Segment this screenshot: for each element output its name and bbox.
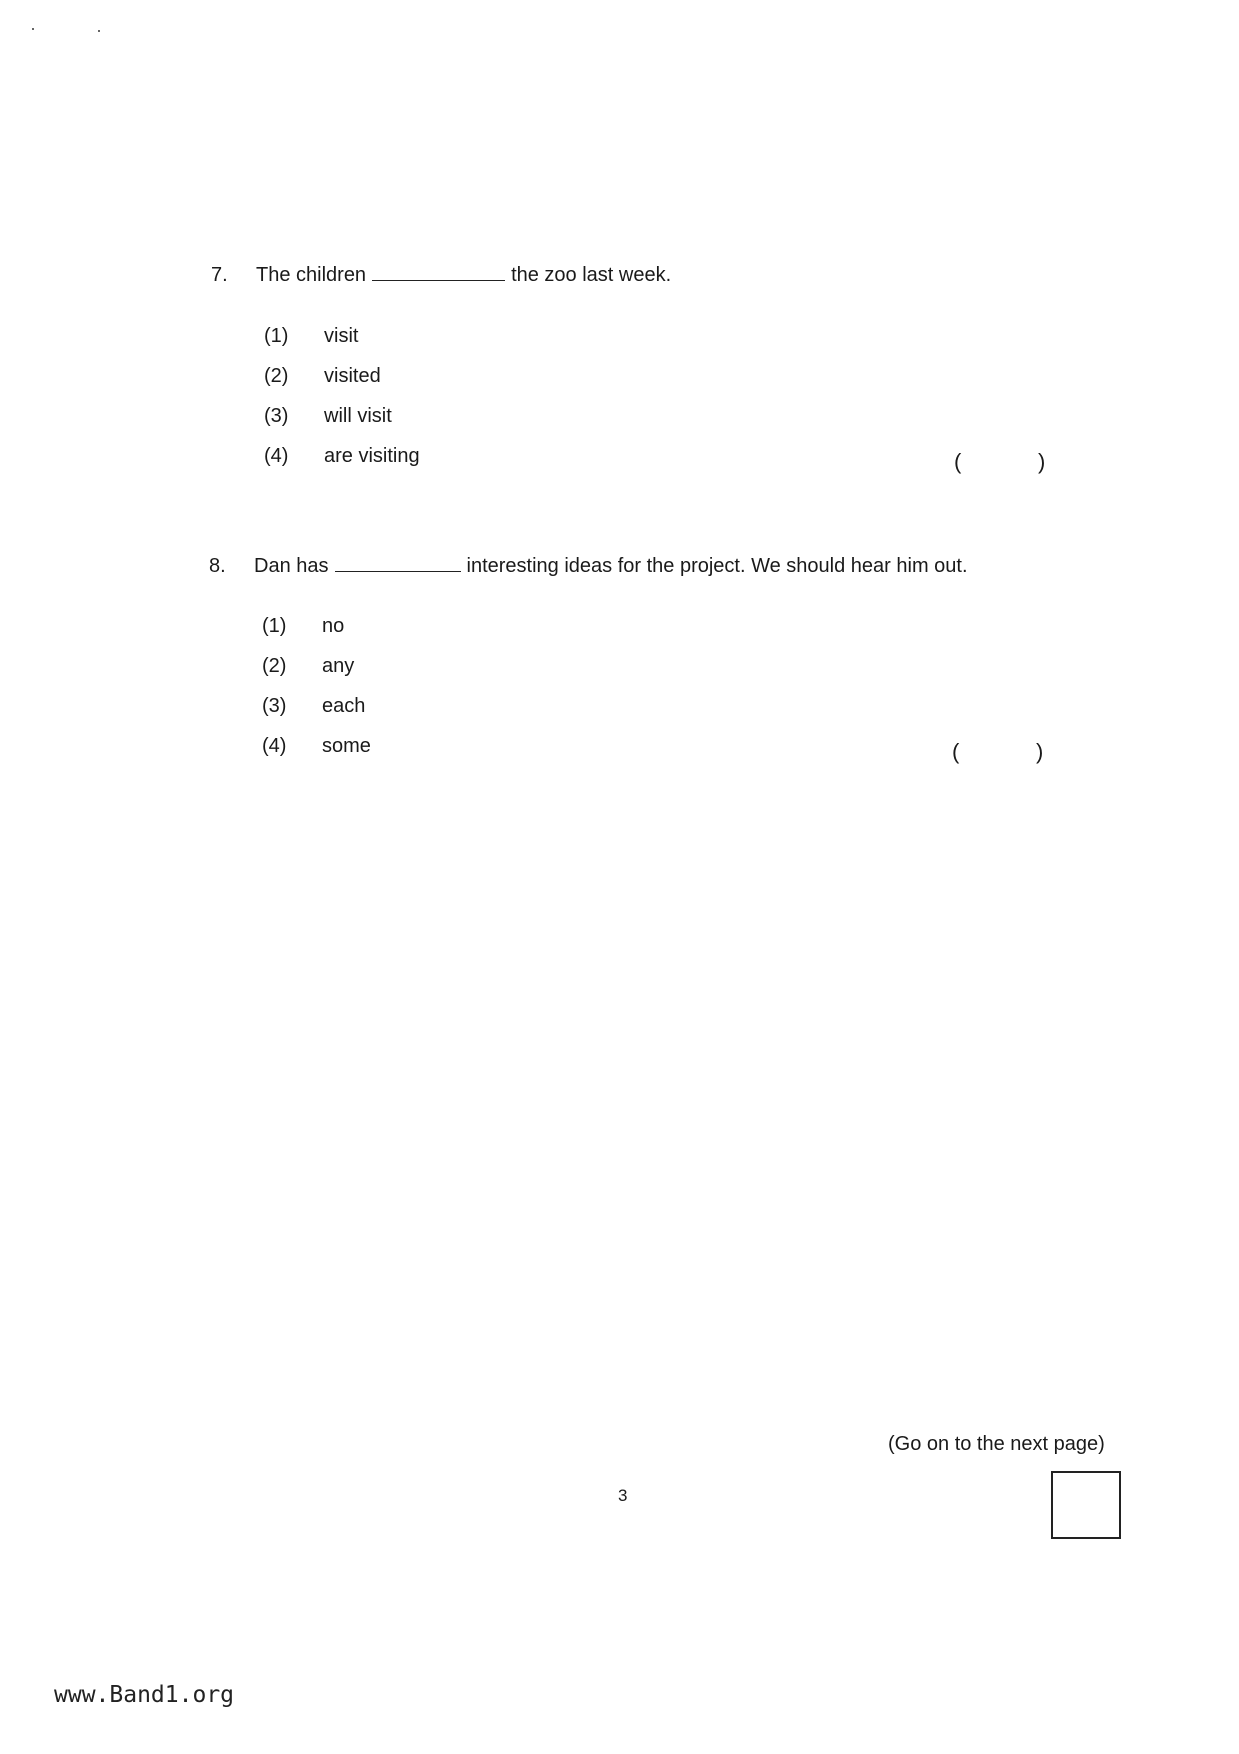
scan-speck bbox=[32, 28, 34, 30]
option-number: (1) bbox=[262, 615, 287, 637]
watermark: www.Band1.org bbox=[54, 1682, 235, 1708]
answer-bracket-open: ( bbox=[952, 739, 960, 764]
option-number: (3) bbox=[262, 695, 287, 717]
stem-before: Dan has bbox=[254, 555, 329, 577]
option-number: (3) bbox=[264, 405, 289, 427]
stem-after: interesting ideas for the project. We should hear him out. bbox=[466, 555, 968, 577]
option-text: are visiting bbox=[324, 445, 420, 467]
answer-bracket-close: ) bbox=[1038, 449, 1046, 474]
answer-bracket-open: ( bbox=[954, 449, 962, 474]
question-stem bbox=[254, 555, 968, 578]
page-number: 3 bbox=[618, 1486, 628, 1505]
option-text: visited bbox=[324, 365, 381, 387]
option-text: any bbox=[322, 655, 355, 677]
option-number: (1) bbox=[264, 325, 289, 347]
answer-bracket-close: ) bbox=[1036, 739, 1044, 764]
option-text: visit bbox=[324, 325, 359, 347]
option-number: (2) bbox=[264, 365, 289, 387]
stem-after: the zoo last week. bbox=[511, 264, 672, 286]
question-number: 8. bbox=[209, 555, 226, 577]
option-number: (4) bbox=[262, 735, 287, 757]
option-text: will visit bbox=[324, 405, 392, 427]
question-number: 7. bbox=[211, 264, 228, 286]
scan-speck bbox=[98, 30, 100, 32]
option-number: (2) bbox=[262, 655, 287, 677]
go-on-next-page-note: (Go on to the next page) bbox=[888, 1433, 1105, 1455]
option-text: no bbox=[322, 615, 345, 637]
question-stem bbox=[256, 264, 671, 287]
option-text: each bbox=[322, 695, 366, 717]
answer-blank bbox=[335, 569, 461, 572]
stem-before: The children bbox=[256, 264, 367, 286]
option-text: some bbox=[322, 735, 371, 757]
score-box bbox=[1051, 1471, 1121, 1539]
option-number: (4) bbox=[264, 445, 289, 467]
answer-blank bbox=[372, 278, 505, 281]
